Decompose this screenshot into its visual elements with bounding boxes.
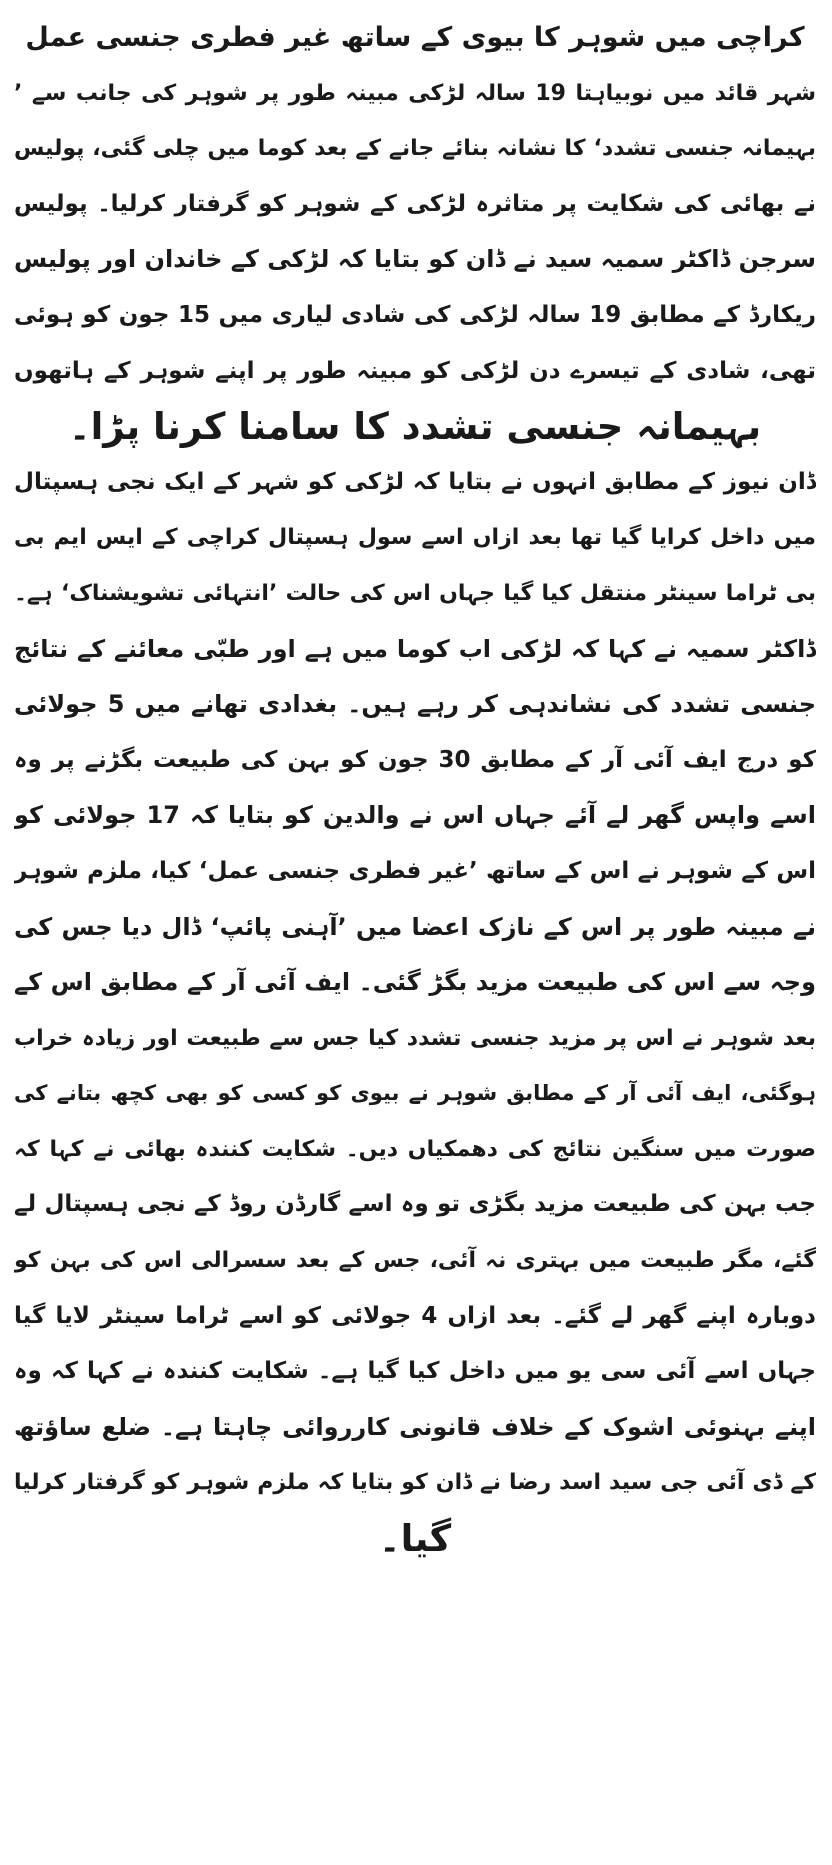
article-line: نے مبینہ طور پر اس کے نازک اعضا میں ’آہنی پائپ‘ ڈال دیا جس کی [14, 912, 816, 941]
article-line: جہاں اسے آئی سی یو میں داخل کیا گیا ہے۔ شکایت کنندہ نے کہا کہ وہ [14, 1358, 816, 1385]
article-line: دوبارہ اپنے گھر لے گئے۔ بعد ازاں 4 جولائی کو اسے ٹراما سینٹر لایا گیا [14, 1302, 816, 1329]
article-line: ریکارڈ کے مطابق 19 سالہ لڑکی کی شادی لیاری میں 15 جون کو ہوئی [14, 301, 816, 328]
article-line: اس کے شوہر نے اس کے ساتھ ’غیر فطری جنسی عمل‘ کیا، ملزم شوہر [14, 857, 816, 884]
article-line: وجہ سے اس کی طبیعت مزید بگڑ گئی۔ ایف آئی آر کے مطابق اس کے [14, 968, 816, 997]
article-line: شہر قائد میں نوبیاہتا 19 سالہ لڑکی مبینہ طور پر شوہر کی جانب سے ’ [14, 80, 816, 106]
article-line: گئے، مگر طبیعت میں بہتری نہ آئی، جس کے بعد سسرالی اس کی بہن کو [14, 1248, 816, 1274]
article-line: اپنے بہنوئی اشوک کے خلاف قانونی کارروائی چاہتا ہے۔ ضلع ساؤتھ [14, 1412, 816, 1441]
article-line: بعد شوہر نے اس پر مزید جنسی تشدد کیا جس سے طبیعت اور زیادہ خراب [14, 1025, 816, 1051]
article-line: تھی، شادی کے تیسرے دن لڑکی کو مبینہ طور پر اپنے شوہر کے ہاتھوں [14, 357, 816, 384]
article-line: بی ٹراما سینٹر منتقل کیا گیا جہاں اس کی حالت ’انتہائی تشویشناک‘ ہے۔ [14, 580, 816, 606]
article-line: بہیمانہ جنسی تشدد‘ کا نشانہ بنائے جانے کے بعد کوما میں چلی گئی، پولیس [14, 136, 816, 162]
article-line: ڈان نیوز کے مطابق انہوں نے بتایا کہ لڑکی کو شہر کے ایک نجی ہسپتال [14, 468, 816, 495]
article-line: سرجن ڈاکٹر سمیہ سید نے ڈان کو بتایا کہ لڑکی کے خاندان اور پولیس [14, 245, 816, 274]
article-line: اسے واپس گھر لے آئے جہاں اس نے والدین کو بتایا کہ 17 جولائی کو [14, 801, 816, 830]
article-headline: کراچی میں شوہر کا بیوی کے ساتھ غیر فطری جنسی عمل [25, 22, 805, 53]
article-line: میں داخل کرایا گیا تھا بعد ازاں اسے سول ہسپتال کراچی کے ایس ایم بی [14, 525, 816, 551]
article-line: جب بہن کی طبیعت مزید بگڑی تو وہ اسے گارڈن روڈ کے نجی ہسپتال لے [14, 1191, 816, 1218]
article-line: بہیمانہ جنسی تشدد کا سامنا کرنا پڑا۔ [68, 405, 762, 449]
article-line-last: گیا۔ [378, 1517, 452, 1561]
article-line: ڈاکٹر سمیہ نے کہا کہ لڑکی اب کوما میں ہے اور طبّی معائنے کے نتائج [14, 634, 816, 663]
article-line: کو درج ایف آئی آر کے مطابق 30 جون کو بہن کی طبیعت بگڑنے پر وہ [14, 746, 816, 773]
article-line: صورت میں سنگین نتائج کی دھمکیاں دیں۔ شکایت کنندہ بھائی نے کہا کہ [14, 1136, 816, 1162]
article-line: جنسی تشدد کی نشاندہی کر رہے ہیں۔ بغدادی تھانے میں 5 جولائی [14, 690, 816, 719]
article-line: ہوگئی، ایف آئی آر کے مطابق شوہر نے بیوی کو کسی کو بھی کچھ بتانے کی [14, 1081, 816, 1106]
article-line: نے بھائی کی شکایت پر متاثرہ لڑکی کے شوہر کو گرفتار کرلیا۔ پولیس [14, 190, 816, 217]
article-line: کے ڈی آئی جی سید اسد رضا نے ڈان کو بتایا کہ ملزم شوہر کو گرفتار کرلیا [14, 1470, 816, 1496]
